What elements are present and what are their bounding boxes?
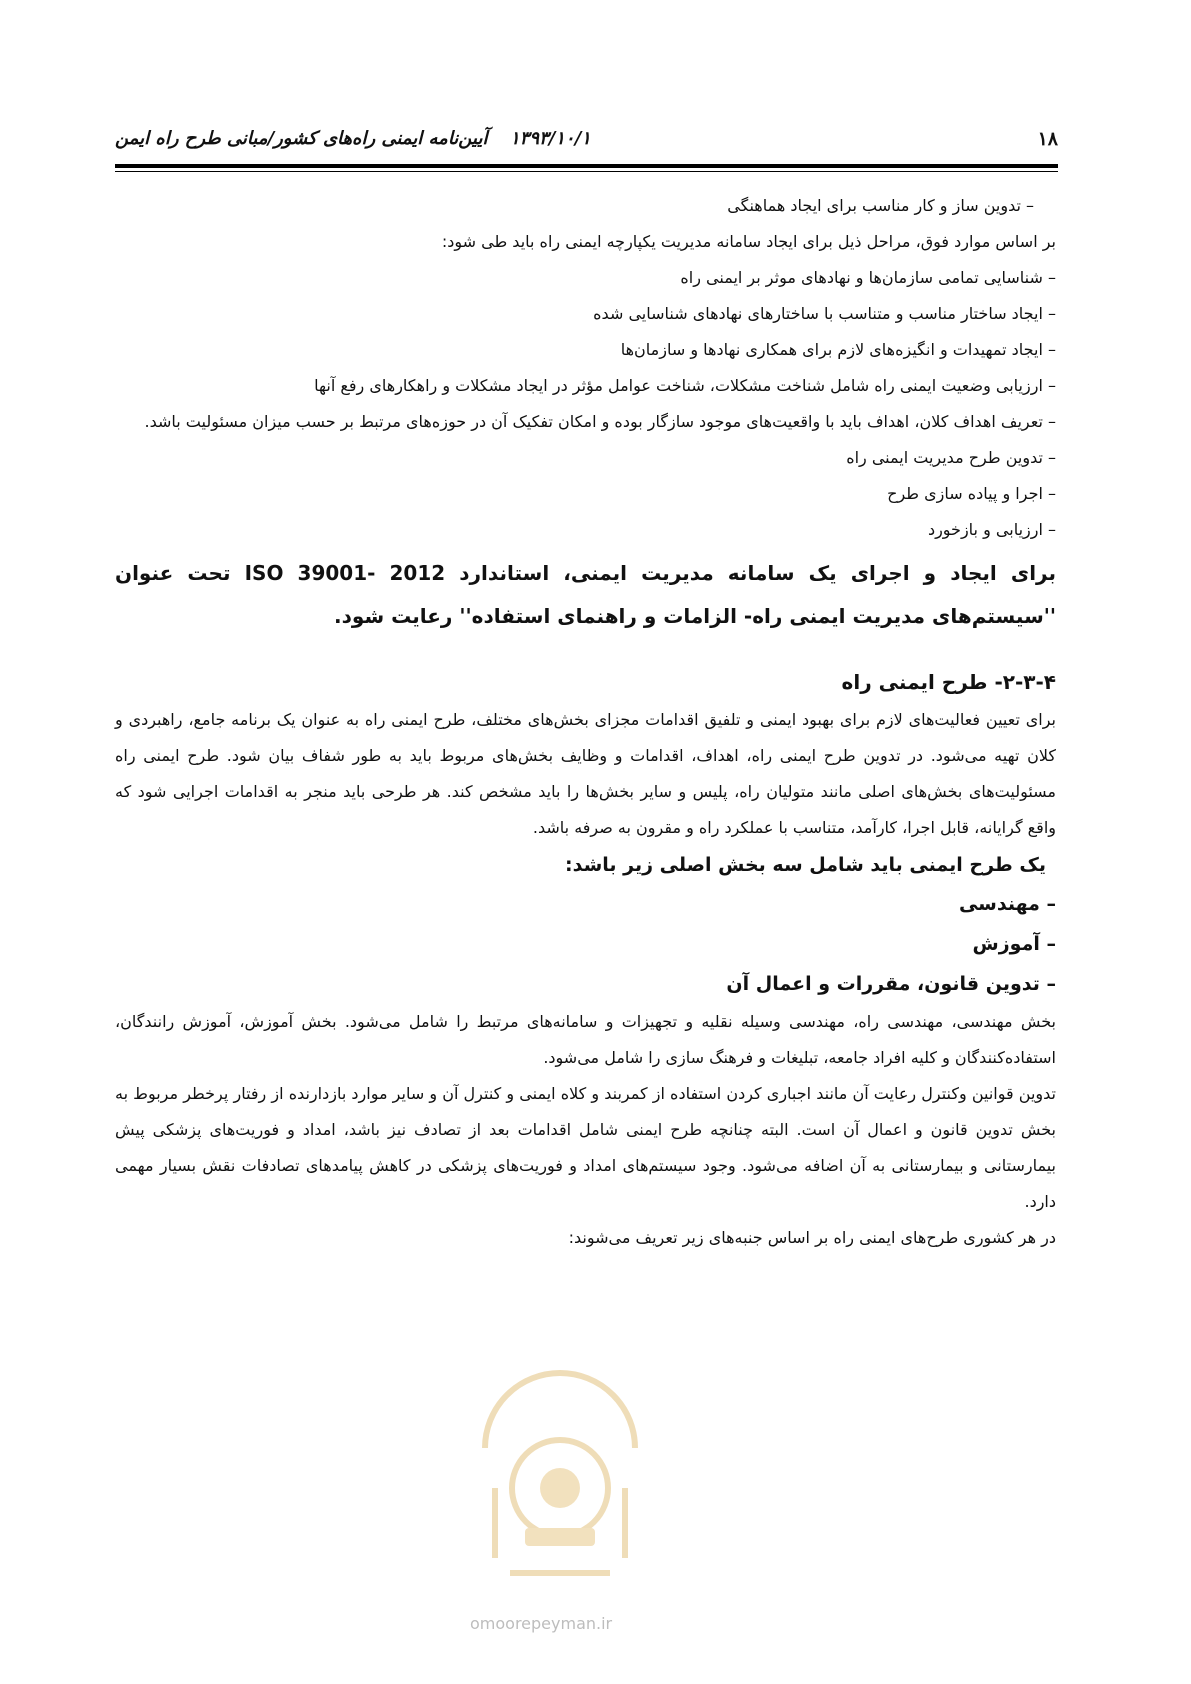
list-item: – تدوین طرح مدیریت ایمنی راه: [846, 448, 1056, 467]
header-rule-thick: [115, 164, 1058, 168]
subheading: یک طرح ایمنی باید شامل سه بخش اصلی زیر باشد:: [565, 854, 1046, 876]
list-item: – ارزیابی وضعیت ایمنی راه شامل شناخت مشکلات، شناخت عوامل مؤثر در ایجاد مشکلات و راهکارهای رفع آنها: [314, 376, 1056, 395]
paragraph: بخش مهندسی، مهندسی راه، مهندسی وسیله نقلیه و تجهیزات و سامانه‌های مرتبط را شامل می‌شود. بخش آموزش، آموزش رانندگان، استفاده‌کنندگان و کلیه افراد جامعه، تبلیغات و فرهنگ سازی را شامل می‌شود.: [115, 1012, 1056, 1067]
header-date: ۱۳۹۳/۱۰/۱: [510, 128, 591, 149]
paragraph: بر اساس موارد فوق، مراحل ذیل برای ایجاد سامانه مدیریت یکپارچه ایمنی راه باید طی شود:: [441, 232, 1056, 251]
paragraph: برای تعیین فعالیت‌های لازم برای بهبود ایمنی و تلفیق اقدامات مجزای بخش‌های مختلف، طرح ایمنی راه به عنوان یک برنامه جامع، راهبردی و کلان تهیه می‌شود. در تدوین طرح ایمنی راه، اهداف، اقدامات و وظایف بخش‌های مربوط باید به طور شفاف بیان شود. طرح ایمنی راه مسئولیت‌های بخش‌های اصلی مانند متولیان راه، پلیس و سایر بخش‌ها را باید مشخص کند. هر طرحی باید منجر به اقدامات اجرایی شود که واقع گرایانه، قابل اجرا، کارآمد، متناسب با عملکرد راه و مقرون به صرفه باشد.: [115, 710, 1056, 837]
watermark-site: omoorepeyman.ir: [470, 1614, 613, 1633]
list-item: – مهندسی: [958, 893, 1056, 915]
list-item: – ایجاد تمهیدات و انگیزه‌های لازم برای همکاری نهادها و سازمان‌ها: [620, 340, 1056, 359]
section-heading: ۲-۳-۴- طرح ایمنی راه: [841, 670, 1056, 694]
list-item: – تعریف اهداف کلان، اهداف باید با واقعیت‌های موجود سازگار بوده و امکان تفکیک آن در حوزه‌های مرتبط بر حسب میزان مسئولیت باشد.: [144, 412, 1056, 431]
header-rule-thin: [115, 171, 1058, 172]
header-title: آیین‌نامه ایمنی راه‌های کشور/مبانی طرح راه ایمن: [115, 128, 488, 149]
watermark-seal-icon: [455, 1338, 665, 1588]
list-item: – آموزش: [972, 933, 1056, 955]
list-item: – شناسایی تمامی سازمان‌ها و نهادهای موثر بر ایمنی راه: [680, 268, 1056, 287]
list-item: – اجرا و پیاده سازی طرح: [887, 484, 1056, 503]
list-item: – تدوین قانون، مقررات و اعمال آن: [726, 973, 1056, 995]
paragraph: تدوین قوانین وکنترل رعایت آن مانند اجباری کردن استفاده از کمربند و کلاه ایمنی و کنترل آن و سایر موارد بازدارنده از رفتار پرخطر مربوط به بخش تدوین قانون و اعمال آن است. البته چنانچه طرح ایمنی شامل اقدامات بعد از تصادف نیز باشد، امداد و فوریت‌های پزشکی پیش بیمارستانی و بیمارستانی به آن اضافه می‌شود. وجود سیستم‌های امداد و فوریت‌های پزشکی در کاهش پیامدهای تصادفات نقش بسیار مهمی دارد.: [115, 1084, 1056, 1211]
paragraph: در هر کشوری طرح‌های ایمنی راه بر اساس جنبه‌های زیر تعریف می‌شوند:: [568, 1228, 1056, 1247]
list-item: – تدوین ساز و کار مناسب برای ایجاد هماهنگی: [727, 196, 1034, 215]
page-number: ۱۸: [1037, 128, 1058, 150]
page-header: [115, 128, 1058, 158]
list-item: – ارزیابی و بازخورد: [927, 520, 1056, 539]
list-item: – ایجاد ساختار مناسب و متناسب با ساختارهای نهادهای شناسایی شده: [593, 304, 1056, 323]
document-body: [115, 188, 1056, 1256]
standard-note: برای ایجاد و اجرای یک سامانه مدیریت ایمنی، استاندارد ISO 39001- 2012 تحت عنوان ''سیستم‌های مدیریت ایمنی راه- الزامات و راهنمای استفاده'' رعایت شود.: [115, 561, 1056, 628]
